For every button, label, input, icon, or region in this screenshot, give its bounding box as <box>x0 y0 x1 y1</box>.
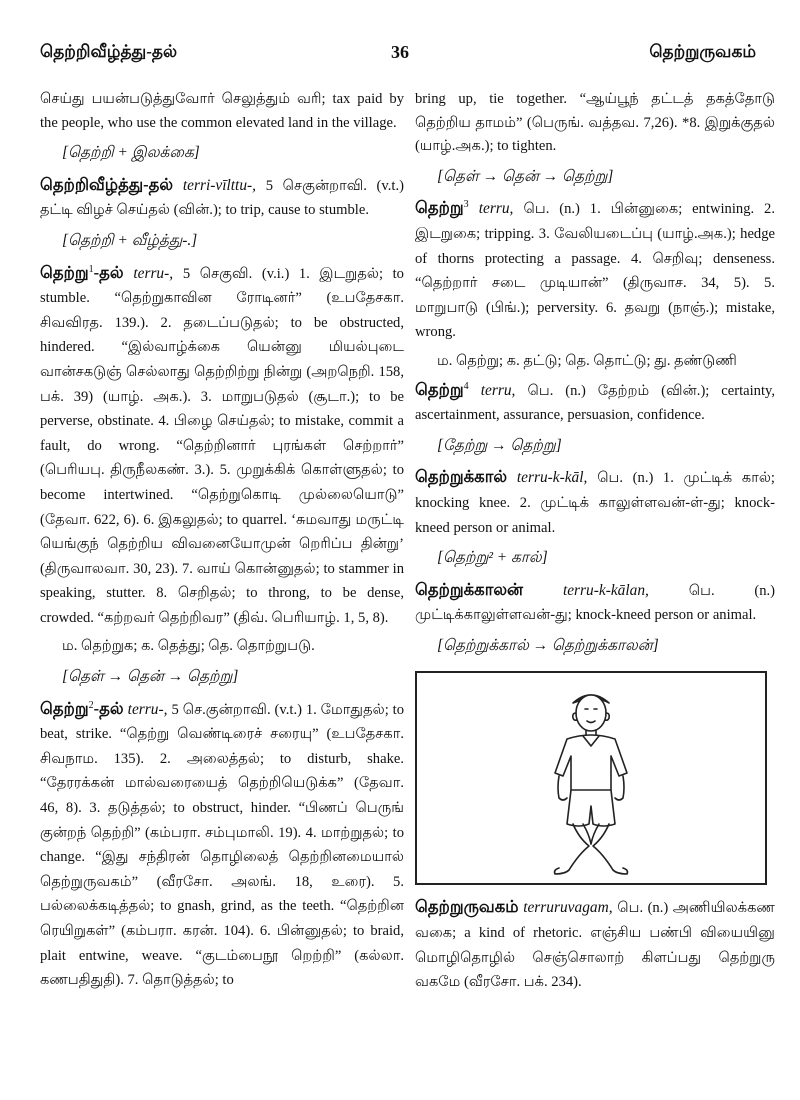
transliteration: terru, <box>480 381 516 399</box>
entry-terru-3 <box>415 196 775 345</box>
entry-terru-1 <box>40 261 404 631</box>
headword-suffix: -தல் <box>93 262 124 282</box>
running-head-right: தெற்றுருவகம் <box>649 42 756 61</box>
entry-terru-2 <box>40 697 404 993</box>
entry-terruruvagam <box>415 895 775 994</box>
homonym-number: 4 <box>463 380 469 392</box>
definition: பெ. (n.) அணியிலக்கண வகை; a kind of rhetoric. எஞ்சிய பண்பி வியையினு மொழிதொழில் செஞ்சொலாற் கிளப்பது தெற்றுரு வகமே (வீரசோ. பக். 234). <box>415 900 775 991</box>
headword: தெற்றுக்காலன் <box>415 579 524 599</box>
homonym-number: 1 <box>88 263 94 275</box>
cognates: ம. தெற்று; க. தட்டு; தெ. தொட்டு; து. தண்டுணி <box>437 352 737 369</box>
transliteration: terru-, <box>127 700 168 718</box>
entry-terrukkal <box>415 465 775 540</box>
transliteration: terri-vīlttu-, <box>182 176 256 194</box>
continuation-text: செய்து பயன்படுத்துவோர் செலுத்தும் வரி; tax paid by the people, who use the common elevated land in the village. <box>40 91 404 131</box>
definition: பெ. (n.) முட்டிக்காலுள்ளவன்-து; knock-kneed person or animal. <box>415 582 775 624</box>
running-head-left: தெற்றிவீழ்த்து-தல் <box>40 42 178 61</box>
headword-suffix: -தல் <box>93 698 124 718</box>
etymology: [தெற்று² + கால்] <box>437 549 548 567</box>
headword: தெற்றிவீழ்த்து-தல் <box>40 174 174 194</box>
transliteration: terru-k-kālan, <box>562 581 649 599</box>
definition: 5 செகுன்றாவி. (v.t.) தட்டி விழச் செய்தல் (வின்.); to trip, cause to stumble. <box>40 177 404 219</box>
headword: தெற்றுக்கால் <box>415 467 508 487</box>
knock-kneed-boy-drawing <box>417 673 765 883</box>
transliteration: terru-k-kāl, <box>516 469 588 487</box>
definition: 5 செ.குன்றாவி. (v.t.) 1. மோதுதல்; to beat, strike. “தெற்று வெண்டிரைச் சரையு” (உபதேசகா. சிவநாம. 135). 2. அலைத்தல்; to disturb, shake. “தேரரக்கன் மால்வரையைத் தெற்றியெடுக்க” (தேவா. 46, 8). 3. தடுத்தல்; to obstruct, hinder. “பிணப் பெருங் குன்றந் தெற்றி” (கம்பரா. சம்புமாலி. 19). 4. மாற்றுதல்; to change. “இது சந்திரன் தொழிலைத் தெற்றினமையால் தெற்றுருவகம்” (வீரசோ. அலங். 18, உரை). 5. பல்லைக்கடித்தல்; to gnash, grind, as the teeth. “தெற்றின ரெயிறுகள்” (கம்பரா. கரன். 104). 6. பின்னுதல்; to braid, plait entwine, weave. “குடம்பைநூ றெற்றி” (கல்லா. கணபதிதுதி). 7. தொடுத்தல்; to <box>40 701 404 989</box>
etymology: [தெள் → தென் → தெற்று] <box>62 668 239 686</box>
definition: பெ. (n.) 1. முட்டிக் கால்; knocking knee. 2. முட்டிக் காலுள்ளவன்-ள்-து; knock-kneed person or animal. <box>415 470 775 536</box>
cognates: ம. தெற்றுக; க. தெத்து; தெ. தொற்றுபடு. <box>62 638 315 655</box>
etymology: [தெற்றி + இலக்கை] <box>62 144 200 162</box>
headword: தெற்று <box>415 379 464 399</box>
right-column <box>415 88 775 1000</box>
homonym-number: 2 <box>88 699 94 711</box>
etymology: [தெள் → தென் → தெற்று] <box>437 167 614 185</box>
continuation-text: bring up, tie together. “ஆய்பூந் தட்டத் தகத்தோடு தெற்றிய தாமம்” (பெருங். வத்தவ. 7,26). *8. இறுக்குதல் (யாழ்.அக.); to tighten. <box>415 91 775 155</box>
transliteration: terru, <box>478 200 514 218</box>
headword: தெற்று <box>40 262 89 282</box>
headword: தெற்று <box>40 698 89 718</box>
etymology: [தேற்று → தெற்று] <box>437 436 562 454</box>
entry-terrivilttu <box>40 173 404 223</box>
definition: பெ. (n.) 1. பின்னுகை; entwining. 2. இடறுகை; tripping. 3. வேலியடைப்பு (யாழ்.அக.); hedge of thorns protecting a passage. 4. செறிவு; denseness. “தெற்றார் சடை முடியான்” (திருவாச. 34, 5). 5. மாறுபாடு (பிங்.); perversity. 6. தவறு (நாஞ்.); mistake, wrong. <box>415 201 775 341</box>
left-column <box>40 88 404 998</box>
headword: தெற்று <box>415 198 464 218</box>
entry-terru-4 <box>415 378 775 428</box>
knock-kneed-illustration <box>415 671 767 885</box>
homonym-number: 3 <box>463 199 469 211</box>
etymology: [தெற்றுக்கால் → தெற்றுக்காலன்] <box>437 636 659 654</box>
page-number: 36 <box>391 42 409 62</box>
entry-terrukkalan <box>415 578 775 628</box>
headword: தெற்றுருவகம் <box>415 897 519 917</box>
definition: 5 செகுவி. (v.i.) 1. இடறுதல்; to stumble. “தெற்றுகாவின ரோடினர்” (உபதேசகா. சிவவிரத. 139.). 2. தடைப்படுதல்; to be obstructed, hindered. “இல்வாழ்க்கை யென்னு மியல்புடை வான்சகடுஞ் செல்லாது தெற்றிற்று நின்று (அறநெறி. 158, பக். 39) (யாழ். அக.). 3. மாறுபடுதல் (சூடா.); to be perverse, obstinate. 4. பிழை செய்தல்; to mistake, commit a fault, do wrong. “தெற்றினார் புரங்கள் செற்றார்” (பெரியபு. திருநீலகண். 3.). 5. முறுக்கிக் கொள்ளுதல்; to become intertwined. “தெற்றுகொடி முல்லையொடு” (தேவா. 622, 6). 6. இகலுதல்; to quarrel. ‘சுமவாது மருட்டி யெங்குந் தெற்றிய விவனையோமுன் றெரிப்ப தின்று’ (திருவாலவா. 30, 23). 7. வாய் கொன்னுதல்; to stammer in speaking, stutter. 8. செறிதல்; to throng, to be dense, crowded. “கற்றவர் தெற்றிவர” (திவ். பெரியாழ். 1, 5, 8). <box>40 265 404 626</box>
transliteration: terruruvagam, <box>523 899 613 917</box>
etymology: [தெற்றி + வீழ்த்து-.] <box>62 231 198 249</box>
definition: பெ. (n.) தேற்றம் (வின்.); certainty, ascertainment, assurance, persuasion, confidence. <box>415 382 776 424</box>
transliteration: terru-, <box>133 264 174 282</box>
